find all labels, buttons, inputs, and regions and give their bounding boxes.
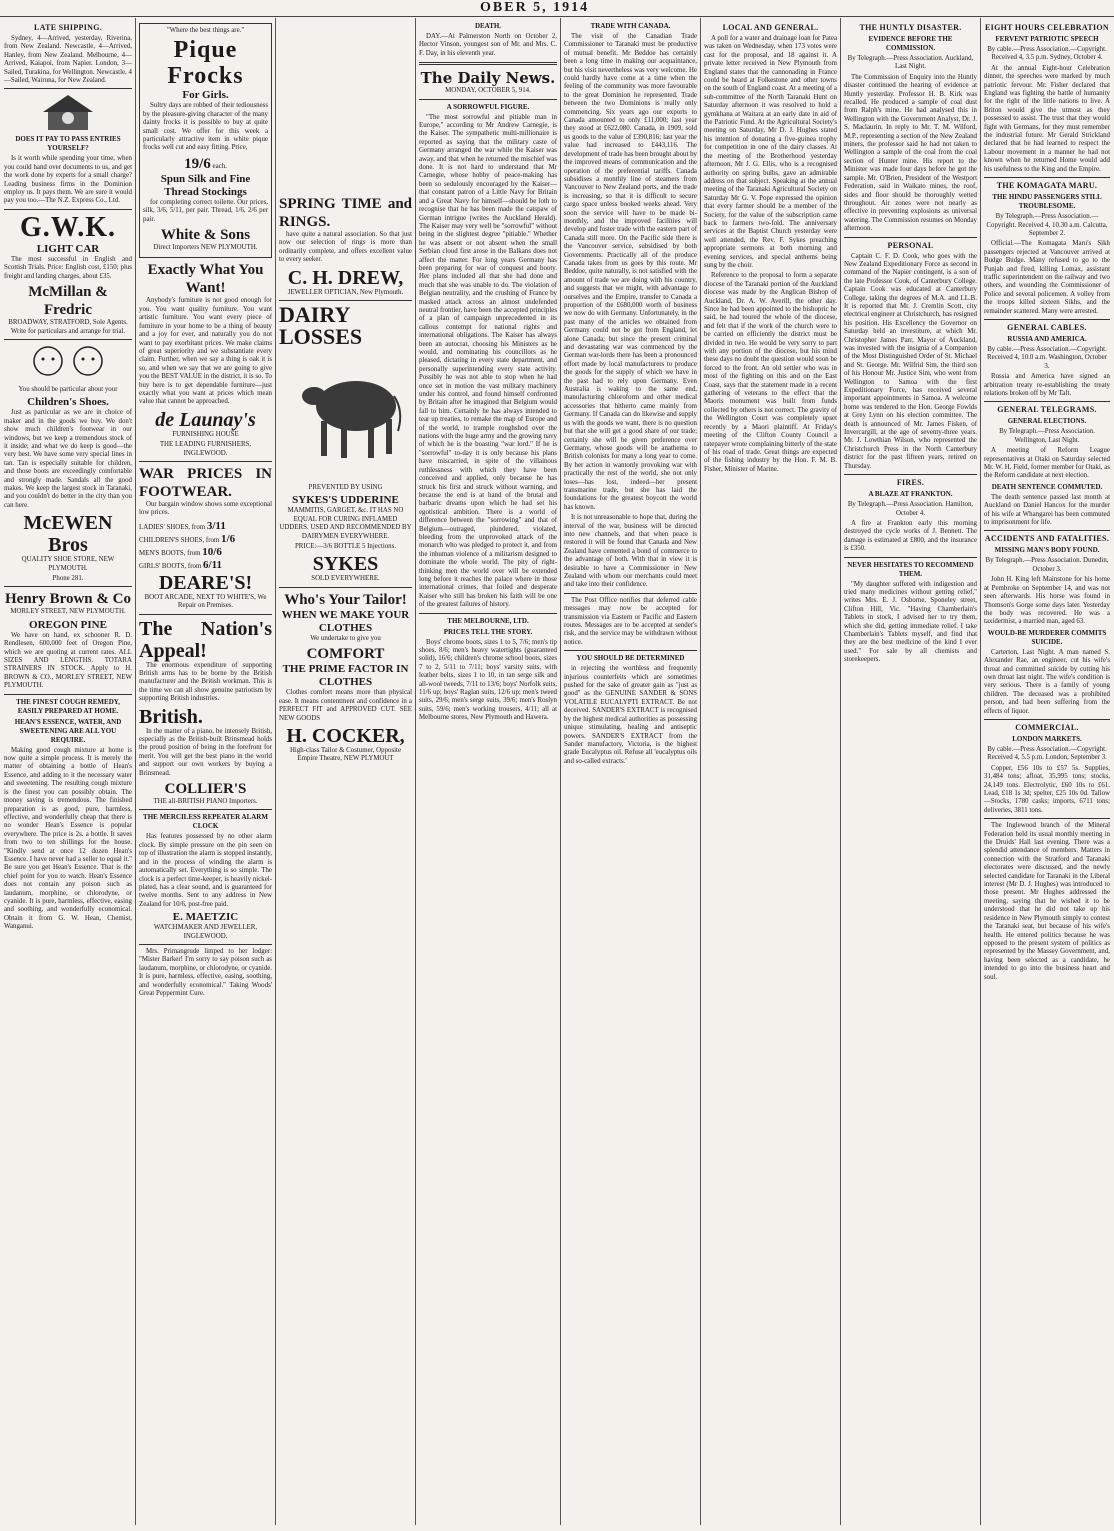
nzx-heading: DOES IT PAY TO PASS ENTRIES YOURSELF? <box>15 135 121 153</box>
blaze-byline: By Telegraph.—Press Association. Hamilton, October 4. <box>847 501 974 517</box>
russia-text: Russia and America have signed an arbitration treaty re-establishing the treaty relations broken off by Mr Taft. <box>984 373 1110 397</box>
death-heading: DEATH. <box>474 22 502 30</box>
shoes-caption: You should be particular about your <box>18 385 118 393</box>
mcmillan-brand: McMillan & Fredric <box>28 284 108 319</box>
paper-date: MONDAY, OCTOBER 5, 914. <box>445 87 531 95</box>
tailor-line-2: We undertake to give you <box>310 634 381 642</box>
komagata-heading: THE KOMAGATA MARU. <box>996 181 1098 191</box>
sykes-sold: SOLD EVERYWHERE. <box>311 575 380 583</box>
column-5 <box>564 20 697 1525</box>
maetzig-brand: E. MAETZIC <box>172 911 239 924</box>
tailor-line-1: WHEN WE MAKE YOUR CLOTHES <box>281 608 410 634</box>
shipping-text: Sydney, 4—Arrived, yesterday, Riverina, from New Zealand. Newcastle, 4—Arrived, Hanley, from New Zealand. Melbourne, 4—Arrived, Kaiapoi, from Napier. London, 3—Sailed, Turakina, for Wellington. Newcastle, 4—Sailed, Wairuna, for New Zealand. <box>4 35 132 85</box>
fervent-heading: FERVENT PATRIOTIC SPEECH <box>995 35 1099 43</box>
fervent-text: At the annual Eight-hour Celebration dinner, the speeches were marked by much patriotic fervour. Mr. Fisher declared that England was fighting the battle of humanity for the right of the little nations to live. A Briton would give the utmost as they possessed to assist. The trust that they would fight with Germans, for they must remember the industrial future. Mr Gerald Strickland declared that he had learned to respect the Labour movement in a manner he had not known when he returned Home would add his usefulness to the King and the Empire. <box>984 64 1110 173</box>
price-row-children: CHILDREN'S SHOES, from 1/6 <box>139 532 236 545</box>
pique-heading: Pique Frocks <box>167 37 244 90</box>
alarm-heading: THE MERCILESS REPEATER ALARM CLOCK <box>143 813 268 831</box>
dairy-heading: DAIRY LOSSES <box>279 302 363 350</box>
post-text: The Post Office notifies that deferred cable messages may now be accepted for transmission via Eastern or Pacific and Eastern routes. Messages are to be accepted at sender's risk, and the service may be withdrawn without notice. <box>564 596 697 646</box>
komagata-sub: THE HINDU PASSENGERS STILL TROUBLESOME. <box>992 193 1102 211</box>
cough-heading: THE FINEST COUGH REMEDY, EASILY PREPARED AT HOME. <box>16 697 120 715</box>
nzx-text: Is it worth while spending your time, when you could hand over documents to us, and get the work done by experts for a small charge? Leading business firms in the Dominion employ us. It pays them. We are sure it would pay you too.—The N.Z. Express Co., Ltd. <box>4 155 132 205</box>
masthead <box>0 0 1114 17</box>
page-date: OBER 5, 1914 <box>480 0 590 15</box>
mcewen-phone: Phone 281. <box>52 575 84 582</box>
white-sons-sub: Direct Importers NEW PLYMOUTH. <box>153 244 258 252</box>
elections-byline: By Telegraph.—Press Association. Wellington, Last Night. <box>999 428 1095 444</box>
mrs-text: Mrs. Primangrude limped to her lodger: "Mister Barker! I'm sorry to say poison such as laudanum, morphine, or chlorodyne, or cyanide. It is pure, harmless, effective, easing, soothing, and wonderfully economical." Taking Woods' Great Peppermint Cure. <box>139 947 272 997</box>
dairy-prevented: PREVENTED BY USING <box>308 484 383 492</box>
stockings-heading: Spun Silk and Fine Thread Stockings <box>160 172 251 198</box>
gwk-text: The most successful in English and Scottish Trials. Price: English cost, £150; plus freight and landing charges, about £35. <box>4 255 132 280</box>
local-text: A poll for a water and drainage loan for Patea was taken on Wednesday, when 173 votes were cast for the proposal, and 18 against it. A private letter received in New Plymouth from England states that the cannonading in France could be heard at Folkestone and other towns on the south of England coast. At a meeting of a sub-committee of the North Taranaki Hunt on Saturday afternoon it was resolved to hold a gymkhana at Waitara at an early date in aid of the Patriotic Fund. At the Agricultural Society's meeting on Saturday, Mr D. J. Hughes stated his intention of donating a five-guinea trophy for competition in one of the dairy classes. At the meeting of the Brotherhood yesterday afternoon, Mr J. G. Ellis, who is a recognised authority on spring bulbs, gave an admirable address on that subject. Speaking at the annual meeting of the Taranaki Agricultural Society on Saturday Mr G. V. Pope expressed the opinion that every farmer should be a member of the Society, for the value of the subscription came back to farmers two-fold. The anniversary services at the Baptist Church yesterday were well attended, the Rev. F. Sykes preaching appropriate sermons at both morning and evening services, and special anthems being sung by the choir. <box>704 35 837 269</box>
cables-heading: GENERAL CABLES. <box>1007 322 1087 332</box>
war-text: Our bargain window shows some exceptional low prices. <box>139 500 272 517</box>
exactly-heading: Exactly What You Want! <box>147 262 264 297</box>
pique-price-unit: each. <box>212 162 227 170</box>
personal-text: Captain C. F. D. Cook, who goes with the New Zealand Expeditionary Force as second in command of the Napier contingent, is a son of the late Professor Cook, of Canterbury College. Captain Cook was educated at Canterbury College, taking the degrees of M.A. and LL.B. It is reported that Mr. J. Cremlin Scott, city electrical engineer at Christchurch, has resigned his position. His Excellency the Governor on Saturday held an investiture, at which Mr. Christopher James Parr, Mayor of Auckland, was invested with the insignia of a Companion of the Most Distinguished Order of St. Michael and St. George. Mr. Wilfrid Sim, the third son of his Honour Mr. Justice Sim, who went from Wellington to Samoa with the first Expeditionary Force, has received several important appointments in Samoa. A welcome home was tendered to the Hon. George Fowlds at Grey Lynn on his election committee. The death is announced of Mr. James Fisken, of Invercargill, at the age of seventy-three years. Mr. J. Lowthian Wilson, who represented the Christchurch Press in the North Canterbury district for the past fifteen years, retired on Thursday. <box>844 252 977 470</box>
spring-text: have quite a natural association. So that just now our selection of rings is more than ordinarily complete, and offers excellent value to every seeker. <box>279 231 412 264</box>
trade-text-2: It is not unreasonable to hope that, during the interval of the war, business will be directed into new channels, and that when peace is restored it will be found that Canada and New Zealand have cemented a bond of commerce to the advantage of both. With that in view it is desirable to have a Commissioner in New Zealand with whom our merchants could meet and take into their confidence. <box>564 514 697 589</box>
colliers-brand: COLLIER'S <box>164 781 247 798</box>
markets-heading: LONDON MARKETS. <box>1012 734 1082 743</box>
elections-text: A meeting of Reform League representatives at Otaki on Saturday selected Mr. W. H. Field, former member for Otaki, as the Reform candidate at next election. <box>984 447 1110 480</box>
launay-sub2: THE LEADING FURNISHERS, INGLEWOOD. <box>159 441 252 457</box>
column-rule <box>135 18 136 1525</box>
children-illustration <box>23 343 113 383</box>
komagata-text: Official.—The Komagata Maru's Sikh passengers rejected at Vancouver arrived at Budge Budge. Many refused to go to the Punjab and fired, killing Lomax, assistant traffic superintendent on the railway and two others, and wounding the Commissioner of Police and several policemen. A volley from the troops killed sixteen Sikhs, and the remainder scattered. Many were arrested. <box>984 240 1110 315</box>
missing-text: John H. King left Mainstone for his home at Pembroke on September 14, and was not seen afterwards. His horse was found in Thomson's Gorge some days later. Yesterday the body was recovered. He was a taxidermist, a married man, aged 63. <box>984 576 1110 626</box>
tailor-line-3: COMFORT <box>306 646 385 663</box>
shipping-heading: LATE SHIPPING. <box>33 23 103 32</box>
never-text: "My daughter suffered with indigestion and tried many medicines without getting relief," writes Mrs. E. J. Osborne, Sponeley street, Clifton Hill, Vic. "Having Chamberlain's Tablets in stock, I advised her to try them, which she did, getting immediate relief. I take Chamberlain's Tablets myself, and find that they are the best medicine of the kind I ever used." For sale by all chemists and storekeepers. <box>844 580 977 664</box>
mcewen-brand: McEWEN Bros <box>23 512 113 557</box>
sykes-price: PRICE:—3/6 BOTTLE 5 Injections. <box>294 543 397 551</box>
stockings-text: for completing correct toilette. Our prices, silk, 3/6, 5/11, per pair. Thread, 1/6, 2/6 per pair. <box>143 198 268 223</box>
column-rule <box>700 18 701 1525</box>
blaze-text: A fire at Frankton early this morning destroyed the cycle works of J. Bennett. The damage is estimated at £800, and the insurance is £350. <box>844 519 977 553</box>
pine-text: We have on hand, ex schooner R. D. Rendlesen, 600,000 feet of Oregon Pine, which we are quoting at current rates. ALL SIZES AND LENGTHS. TOTARA STRAINERS IN STOCK. Apply to H. BROWN & CO., MORLEY STREET, NEW PLYMOUTH. <box>4 631 132 690</box>
komagata-byline: By Telegraph.—Press Association.—Copyright. Received 4, 10.30 a.m. Calcutta, September 2. <box>986 213 1108 237</box>
maetzig-sub: WATCHMAKER AND JEWELLER, INGLEWOOD. <box>153 924 258 940</box>
russia-heading: RUSSIA AND AMERICA. <box>1007 334 1087 343</box>
column-rule <box>415 18 416 1525</box>
henry-brand: Henry Brown & Co <box>5 591 131 608</box>
sanders-heading: YOU SHOULD BE DETERMINED <box>576 654 685 663</box>
war-heading: WAR PRICES IN FOOTWEAR. <box>139 465 272 500</box>
column-6 <box>704 20 837 1525</box>
express-illustration <box>38 92 98 132</box>
nation-heading: The Nation's Appeal! <box>139 617 272 662</box>
markets-byline: By cable.—Press Association.—Copyright. Received 4, 5.5 p.m. London, September 3. <box>987 745 1107 762</box>
cow-illustration <box>286 351 406 481</box>
commercial-heading: COMMERCIAL. <box>1015 722 1079 732</box>
pique-price: 19/6 <box>184 155 211 172</box>
pique-quote: "Where the best things are." <box>166 27 245 34</box>
tailor-line-4: THE PRIME FACTOR IN CLOTHES <box>282 663 409 689</box>
huntly-byline: By Telegraph.—Press Association. Auckland, Last Night. <box>847 55 974 71</box>
missing-byline: By Telegraph.—Press Association. Dunedin, October 3. <box>985 557 1109 573</box>
russia-byline: By cable.—Press Association.—Copyright. Received 4, 10.0 a.m. Washington, October 3. <box>987 345 1107 370</box>
sykes-heading: SYKES'S UDDERINE <box>292 494 399 507</box>
trade-text: The visit of the Canadian Trade Commissioner to Taranaki must be productive of mutual benefit. Mr Beddoe has certainly been a long time in making our acquaintance, but his visit nevertheless was very welcome. He could hardly have come at a time when the feeling of the community was more favourable to the great Dominion he represented. Trade between the two Dominions is really only commencing. Six years ago our exports to Canada amounted to only £11,000; last year they stood at £622,080. Canada, in 1909, sold us goods to the value of £390,816; last year the value had increased to £443,116. The development of trade has been brought about by the improved means of communication and the operation of the preferential tariffs. Canada subsidises a monthly line of steamers from Vancouver to New Zealand ports, and the trade is increasing, so that it is difficult to secure cargo space unless booked weeks ahead. Very soon the service will have to be made bi-monthly, and the improved facilities will develop and foster trade with the eastern part of Canada still more. On the Pacific side there is the Vancouver service, subsidised by both Governments. Practically all of the produce Canada takes from us goes by this route. Mr Beddoe, quite naturally, is not satisfied with the amount of trade we are doing with his country, and suggests that we might, with advantage to ourselves and the Empire, transfer to Canada a proportion of the £680,000 worth of business we now do with Germany. Unfortunately, in the past many of the articles we obtained from Germany could not be got from England, let alone Canada; but since the present criminal and devastating war was commenced by the German war-lords there has been a pronounced effort made by local manufacturers to produce the goods for the supply of which we have in the past had to rely upon Germany. Even Australia is waking to the same end, manufacturing chloroform and other medical accessories that hitherto came mainly from Germany. If Canada can do likewise and supply us with the goods we want, there is no question but that she will get a good share of our trade; certainly she will be given preference over Germany, whose goods will be anathema to British colonists for many a long year to come. By her action in wantonly provoking war with practically the rest of the world, she not only loses—has lost, indeed—her present transmarine trade, but she has laid the foundations for the greatest boycott the world has known. <box>564 33 697 511</box>
figure-text: "The most sorrowful and pitiable man in Europe," according to Mr Andrew Carnegie, is the Kaiser. The sympathetic multi-millionaire is reported as saying that the military caste of Germany arranged the war while the Kaiser was away, and that when he returned the mischief was done. It is not hard to understand that Mr Carnegie, whose hobby of peace-making has been so sedulously encouraged by the Kaiser—that constant patron of a Little Navy for Britain and a Great Navy for himself—should be loth to recognise that he has been made the catspaw of German intrigue (writes the Auckland Herald). The Kaiser may very well be "sorrowful" without being in the slightest degree "pitiable." Whether he was absent or not absent when the small Serbian cloud first arose in the Balkans does not affect the matter. For long years Germany has been preparing for war of conquest and booty. Her plans included all that she had done and much that she was unable to do. The violation of Belgian neutrality, and the crushing of France by masked attack across an almost undefended neutral frontier, have been the accepted principles of a plan of campaign unprecedented in its callous contempt for national rights and international obligations. The Kaiser has always been an autocrat, choosing his Ministers as he would, and nominating his councillors as he pleased, dictating in every state department, and personally superintending every state activity. Possibly he was not able to stop when he had once set in motion the vast military machinery under his control, and found himself confronted by Britain after he imagined that Belgium would fall to him. Certainly he has always intended to tear up treaties, to remake the map of Europe and of the world, to trample roughshod over the nations with the huge army and the growing navy of which he is the boasting "war lord." If he is "sorrowful" to-day it is only because his plans have miscarried, in spite of the villainous ruthlessness with which they have been conceived and applied, only because he has struck his first and struck without warning, and because the end is at hand of the brutal and barbaric dreams upon which he had set his egotistical ambition. There is a world of difference between the "sorrowing" and that of Belgium—outraged, plundered, violated, bleeding from the unprovoked attack of the monarch who was pledged to protect it, and from the inhuman violence of a militarism designed to dominate the whole world. The pity of right-thinking men the world over will be extended long before it reaches the palace where in those international crimes, that foiled and desperate Kaiser who still has broken his faith will be one of the greatest failures of history. <box>419 113 557 609</box>
eight-heading: EIGHT HOURS CELEBRATION <box>985 23 1109 32</box>
pique-sub: For Girls. <box>182 89 229 102</box>
death-sentence-text: The death sentence passed last month at Auckland on Daniel Hancox for the murder of his wife at Whangarei has been commuted to imprisonment for life. <box>984 493 1110 527</box>
drew-brand: C. H. DREW, <box>287 266 404 289</box>
price-row-mens: MEN'S BOOTS, from 10/6 <box>139 545 222 558</box>
henry-sub: MORLEY STREET, NEW PLYMOUTH. <box>10 608 126 616</box>
local-text-2: Reference to the proposal to form a separate diocese of the Taranaki portion of the Auckland diocese was made by the Anglican Bishop of Auckland, Dr. A. W. Averill, the other day. Since he had been appointed to the bishopric he said, he had toured the whole of the diocese, and felt that if the work of the church were to be carried on efficiently the district must be divided in two. He would be very sorry to part with any portion of the diocese, but his mind these days no doubt the question would soon be forced to the front. An old settler who was in most of the fighting on this and on the East Coast, says that the statement made in a recent gathering of veterans to the effect that the Maoris monument was built from funds collected by others is not correct. The gravity of the Wellington Court was completely upset recently by a Maori plaintiff. At Friday's meeting of the Clifton County Council a ratepayer wrote complaining bitterly of the state of his road of trade. Great things are expected of the fishing industry by the Hon. F. M. B. Fisher, Minister of Marine. <box>704 272 837 473</box>
mcmillan-text: BROADWAY, STRATFORD, Sole Agents. Write for particulars and arrange for trial. <box>8 319 128 335</box>
local-heading: LOCAL AND GENERAL. <box>722 23 819 32</box>
fervent-byline: By cable.—Press Association.—Copyright. Received 4, 3.5 p.m. Sydney, October 4. <box>987 46 1107 62</box>
melbourne-heading: THE MELBOURNE, LTD. <box>447 616 529 625</box>
shoes-heading: Children's Shoes. <box>27 396 109 409</box>
never-heading: NEVER HESITATES TO RECOMMEND THEM. <box>847 560 974 578</box>
heans-text: Making good cough mixture at home is now quite a simple process. It is merely the matter of obtaining a bottle of Hean's Essence, and adding to it the necessary water and sweetening. The resulting cough mixture is the finest you can possibly obtain. The money saving is tremendous. The finished preparation is as good, pure, harmless, effective, and wonderfully cheap that there is no wonder Hean's Essence is popular everywhere. The price is 2s. a bottle. It saves from two to ten shillings for the house. "Kindly send at once 12 dozen Hean's Essence. I have never had a seller to equal it." Be sure you get Hean's Essence. That is the chief point for you to watch. Hean's Essence does not contain any poison such as laudanum, morphine, or chlorodyne, or cyanide. It is pure, harmless, effective, easing and soothing, and wonderfully economical. Obtain it from G. W. Hean, Chemist, Wanganui. <box>4 746 132 931</box>
death-text: DAY.—At Palmerston North on October 2, Hector Vinson, youngest son of Mr. and Mrs. C. F. Day, in his eleventh year. <box>419 33 557 57</box>
column-7 <box>844 20 977 1525</box>
sykes-brand: SYKES <box>312 553 379 576</box>
pique-advert <box>139 23 272 258</box>
sykes-text: MAMMITIS, GARGET, &c. IT HAS NO EQUAL FOR CURING INFLAMED UDDERS. USED AND RECOMMENDED BY DAIRYMEN EVERYWHERE. <box>279 507 412 540</box>
elections-heading: GENERAL ELECTIONS. <box>1007 417 1087 426</box>
launay-sub: FURNISHING HOUSE <box>172 430 239 438</box>
spring-heading: SPRING TIME and RINGS. <box>279 196 412 230</box>
gwk-brand: G.W.K. <box>20 211 116 243</box>
british-text: In the matter of a piano, be intensely British, especially as the British-built Brinsmead holds the proud position of being in the forefront for merit. You will get the best piano in the world and support our own workers by buying a Brinsmead. <box>139 727 272 777</box>
british-heading: British. <box>139 705 203 728</box>
launay-brand: de Launay's <box>155 408 256 431</box>
price-row-girls: GIRLS' BOOTS, from 6/11 <box>139 558 222 571</box>
fires-heading: FIRES. <box>896 478 925 488</box>
murder-text: Carterton, Last Night. A man named S. Alexander Rae, an engineer, cut his wife's throat and committed suicide by cutting his own throat last night. The wife's condition is very serious. There is a family of young children. The deceased was a prohibited person, and had been suffering from the effects of liquor. <box>984 648 1110 715</box>
column-rule <box>840 18 841 1525</box>
alarm-text: Has features possessed by no other alarm clock. By simple pressure on the pin seen on top of illustration the alarm is stopped instantly, and in the process of winding the alarm is automatically set. Everything is so simple. The clock is a perfect time-keeper, is heavily nickel-plated, has a clear sound, and is guaranteed for twelve months. Sent to any address in New Zealand for 10/6, post-free paid. <box>139 833 272 908</box>
column-4 <box>419 20 557 1525</box>
cocker-sub: High-class Tailor & Costumer, Opposite Empire Theatre, NEW PLYMOUT <box>289 746 402 763</box>
colliers-sub: THE all-BRITISH PIANO Importers. <box>153 798 258 806</box>
markets-text: Copper, £56 10s to £57 5s. Supplies, 31,484 tons; afloat, 35,995 tons; stocks, 24,149 tons. Electrolytic, £60 10s to £61. Lead, £18 1s 3d; spelter, £25 10s 0d. Tallow—Stocks, 1780 casks; imports, 6711 tons; deliveries, 3811 tons. <box>984 764 1110 814</box>
trade-heading: TRADE WITH CANADA. <box>590 22 671 30</box>
column-rule <box>560 18 561 1525</box>
figure-heading: A SORROWFUL FIGURE. <box>446 102 530 111</box>
huntly-text: The Commission of Enquiry into the Huntly disaster continued the hearing of evidence at Huntly yesterday. Professor H. B. Kirk was recalled. He produced a sample of coal dust from Ralph's mine. He had analysed this in Wellington with the Government Analyst, Dr. J. S. Maclaurin. In reply to Mr. T. M. Wilford, M.P., representing a section of the New Zealand miners, the professor said he had not taken to Wellington a sample of the coal from the coal section of Hunter mine. His report to the Minister was made four days before he got the sample. Mr. O'Brien, President of the Westport Federation, said in Waikato mines, the roof, sides and floor should be thoroughly wetted throughout. Air zones were not nearly as effective in preventing explosions as universal watering. The Commission resumes on Monday afternoon. <box>844 73 977 233</box>
nation-text: The enormous expenditure of supporting British arms has to be borne by the British manufacturer and the British workman. This is the time we can all show genuine patriotism by supporting British industries. <box>139 661 272 703</box>
melbourne-sub: PRICES TELL THE STORY. <box>443 627 533 636</box>
white-sons-brand: White & Sons <box>160 227 251 244</box>
melbourne-text: Boys' chrome boots, sizes 1 to 5, 7/6; men's tip shoes, 8/6; men's heavy watertights (guaranteed solid), 16/6; children's chrome school boots, sizes 7 to 2, 5/11 to 7/11; boys' varsity suits, with leather belts, sizes 1 to 10, in tan serge silk and all-wool tweeds, 7/11 to 13/6; boys' Norfolk suits, 11/6 up; boys' Raglan suits, 12/6 up; men's tweed suits, 29/6; men's serge suits, 39/6; men's Roslyn suits, 59/6; men's working trousers, 4/11; all at Melbourne stores, New Plymouth and Hawera. <box>419 638 557 722</box>
inglewood-text: The Inglewood branch of the Mineral Federation held its usual monthly meeting in the Druids' Hall last evening. There was a splendid attendance of members. Matters in connection with the Stratford and Taranaki electorates were discussed, and the newly selected candidate for Taranaki in the Liberal interest (Mr D. J. Hughes) was introduced to those present. Mr Hughes addressed the meeting, saying that he wished it to be understood that he did not take up his residence in New Plymouth simply to contest the Taranaki seat, but because of his wife's health. He entered politics because he was opposed to the present system of politics as represented by the Massey Government, and, having been selected as a candidate, he intended to go into the business heart and soul. <box>984 822 1110 981</box>
pine-heading: OREGON PINE <box>29 618 107 631</box>
tailor-text: Clothes comfort means more than physical ease. It means contentment and confidence in a PERFECT FIT and APPROVED CUT. SEE NEW GOODS <box>279 689 412 722</box>
telegrams-heading: GENERAL TELEGRAMS. <box>997 405 1097 415</box>
deare-sub: BOOT ARCADE, NEXT TO WHITE'S, We Repair on Premises. <box>144 593 267 610</box>
shoes-text: Just as particular as we are in choice of maker and in the goods we buy. We don't show much children's footwear in our windows, but we keep a tremendous stock of it inside; and what we do keep is good—the very best. We have some very special lines in tan. Tan is especially suitable for children, and those boots are exceedingly comfortable and strongly made. Sandals all the good makes. We keep the largest stock in Taranaki, and you couldn't do better in the city than you can here. <box>4 409 132 509</box>
missing-heading: MISSING MAN'S BODY FOUND. <box>994 546 1100 555</box>
deare-brand: DEARE'S! <box>158 571 253 594</box>
sanders-text: in rejecting the worthless and frequently injurious counterfeits which are sometimes pushed for the sake of greater gain as "just as good" as the GENUINE SANDER & SONS VOLATILE EUCALYPTI EXTRACT. Be not deceived. SANDER'S EXTRACT is recognised by the highest medical authorities as possessing unique stimulating, healing and antiseptic powers. SANDER'S EXTRACT from the Sander manufactory, Victoria, is the highest grade Eucalyptus oil. Refuse all 'eucalyptus oils and so-called extracts.' <box>564 665 697 765</box>
exactly-text: Anybody's furniture is not good enough for you. You want quality furniture. You want artistic furniture. You want every piece of furniture in your home to be a thing of beauty and a joy for ever, and naturally you do not want to pay exorbitant prices. We make claims of great superiority and we substantiate every claim. Further, when we say a thing is oak it is so, and when we say that we are going to give you the BEST VALUE in the district, it is so. To buy here is to get dependable furniture—just exactly what you want at prices which mean value that cannot be approached. <box>139 297 272 406</box>
price-row-ladies: LADIES' SHOES, from 3/11 <box>139 519 226 532</box>
personal-heading: PERSONAL <box>887 240 934 250</box>
column-8 <box>984 20 1110 1525</box>
gwk-sub: LIGHT CAR <box>36 242 100 255</box>
huntly-heading: THE HUNTLY DISASTER. <box>859 23 962 32</box>
blaze-heading: A BLAZE AT FRANKTON. <box>868 490 953 499</box>
huntly-sub: EVIDENCE BEFORE THE COMMISSION. <box>868 35 953 52</box>
column-3 <box>279 20 412 1525</box>
accidents-heading: ACCIDENTS AND FATALITIES. <box>984 534 1110 544</box>
pique-text: Sultry days are robbed of their tediousness by the pleasure-giving character of the many dainty frocks it is possible to buy at quite small cost. We offer for this week a particularly attractive item in white pique frocks well cut and easy fitting. Price, <box>143 102 268 152</box>
column-1 <box>4 20 132 1525</box>
heans-heading: HEAN'S ESSENCE, WATER, AND SWEETENING ARE ALL YOU REQUIRE. <box>14 717 122 744</box>
mcewen-sub: QUALITY SHOE STORE, NEW PLYMOUTH. <box>21 556 115 572</box>
death-sentence-heading: DEATH SENTENCE COMMUTED. <box>991 482 1103 491</box>
cocker-brand: H. COCKER, <box>286 724 405 747</box>
drew-sub: JEWELLER OPTICIAN, New Plymouth. <box>287 288 404 296</box>
column-rule <box>275 18 276 1525</box>
column-2 <box>139 20 272 1525</box>
murder-heading: WOULD-BE MURDERER COMMITS SUICIDE. <box>987 628 1107 646</box>
paper-title: The Daily News. <box>420 69 556 88</box>
column-rule <box>980 18 981 1525</box>
tailor-heading: Who's Your Tailor! <box>284 591 407 608</box>
